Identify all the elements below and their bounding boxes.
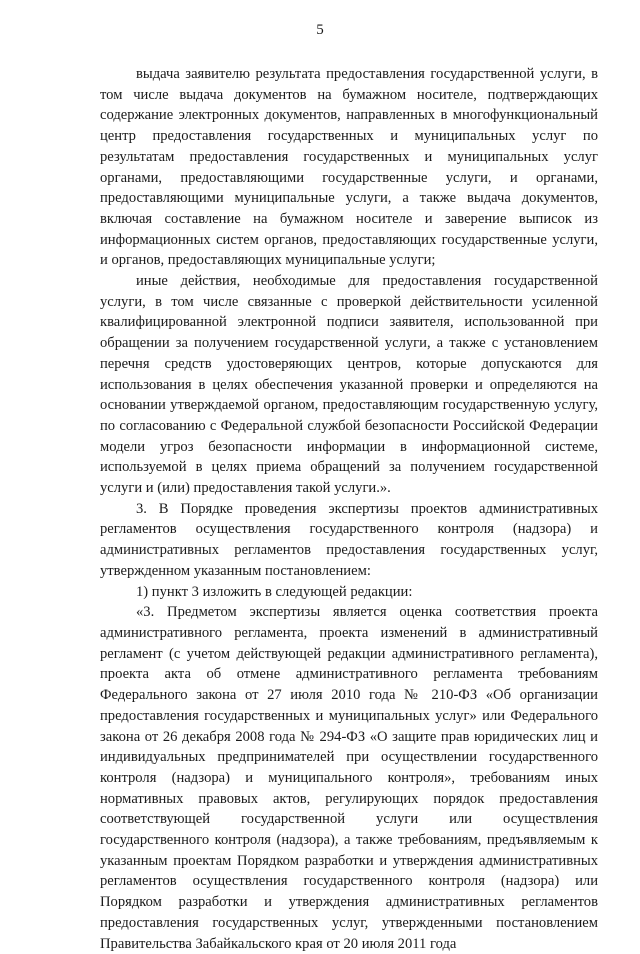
page-number: 5: [316, 22, 324, 38]
document-body: [100, 64, 598, 954]
paragraph-issuance-of-results: выдача заявителю результата предоставления государственной услуги, в том числе выдача документов на бумажном носителе, подтверждающих содержание электронных документов, направленных в многофункциональный центр предоставления государственных и муниципальных услуг по результатам предоставления государственных и муниципальных услуг органами, предоставляющими государственные услуги, и органами, предоставляющими муниципальные услуги, а также выдача документов, включая составление на бумажном носителе и заверение выписок из информационных систем органов, предоставляющих государственные услуги, и органов, предоставляющих муниципальные услуги;: [100, 66, 598, 269]
paragraph-subitem-1: 1) пункт 3 изложить в следующей редакции:: [136, 583, 413, 600]
paragraph-new-clause-3: «3. Предметом экспертизы является оценка соответствия проекта административного регламента, проекта изменений в административный регламент (с учетом действующей редакции административного регламента), проекта акта об отмене административного регламента требованиям Федерального закона от 27 июля 2010 года № 210-ФЗ «Об организации предоставления государственных и муниципальных услуг» или Федерального закона от 26 декабря 2008 года № 294-ФЗ «О защите прав юридических лиц и индивидуальных предпринимателей при осуществлении государственного контроля (надзора) и муниципального контроля», требованиям иных нормативных правовых актов, регулирующих порядок предоставления соответствующей государственной услуги или осуществления государственного контроля (надзора), а также требованиям, предъявляемым к указанным проектам Порядком разработки и утверждения административных регламентов осуществления государственного контроля (надзора) или Порядком разработки и утверждения административных регламентов предоставления государственных услуг, утвержденными постановлением Правительства Забайкальского края от 20 июля 2011 года: [100, 604, 598, 952]
paragraph-other-actions: иные действия, необходимые для предоставления государственной услуги, в том числе связанные с проверкой действительности усиленной квалифицированной электронной подписи заявителя, использованной при обращении за получением государственной услуги, а также с установлением перечня средств удостоверяющих центров, которые допускаются для использования в целях обеспечения указанной проверки и определяются на основании утверждаемой органом, предоставляющим государственную услугу, по согласованию с Федеральной службой безопасности Российской Федерации модели угроз безопасности информации в информационной системе, используемой в целях приема обращений за получением государственной услуги и (или) предоставления такой услуги.».: [100, 273, 598, 497]
paragraph-item-3-expertise-procedure: 3. В Порядке проведения экспертизы проектов административных регламентов осуществления государственного контроля (надзора) и административных регламентов предоставления государственных услуг, утвержденном указанным постановлением:: [100, 500, 598, 579]
